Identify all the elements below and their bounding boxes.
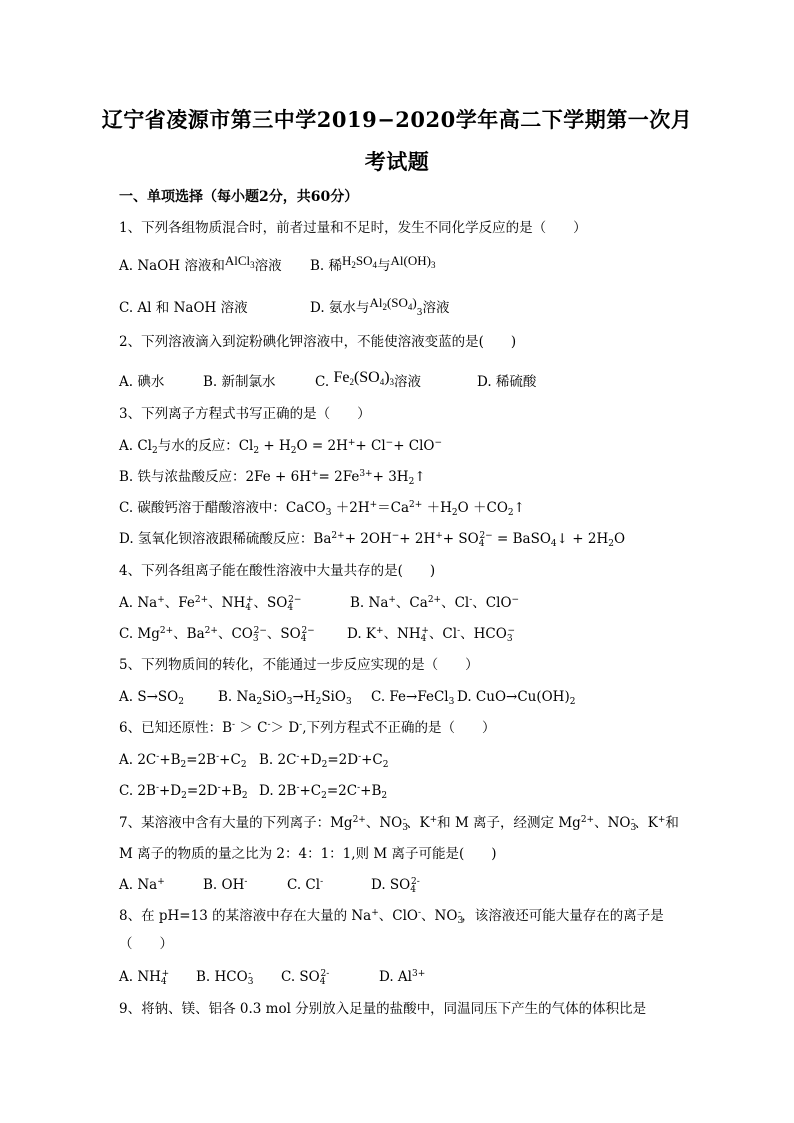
question-3-option-d: D. 氢氧化钡溶液跟稀硫酸反应：$Ba^{2+}+ 2OH^-+ 2H^++ SO_4^{2-}$ = BaSO$_4$↓ + $2H_2O$ — [119, 531, 626, 549]
question-5-option-b: B. $Na_2SiO_3\to H_2SiO_3$ — [218, 689, 352, 707]
question-1-option-c: C. Al 和 NaOH 溶液 — [119, 300, 248, 316]
question-8-stem-line1: 8、在 pH=13 的某溶液中存在大量的 Na+、ClO-、$NO_3^-$，该溶液还可能大量存在的离子是 — [119, 908, 664, 926]
question-1-stem: 1、下列各组物质混合时，前者过量和不足时，发生不同化学反应的是（ ） — [119, 220, 587, 236]
question-5-option-d: D. $CuO\to Cu(OH)_2$ — [457, 689, 576, 707]
question-5-stem: 5、下列物质间的转化，不能通过一步反应实现的是（ ） — [119, 657, 479, 673]
question-6-option-a: A. $2C^-+B_2=2B^-+C_2$ — [119, 752, 247, 770]
question-3-option-b: B. 铁与浓盐酸反应：$2Fe + 6H^+= 2Fe^{3+}+$ $3H_2↑$ — [119, 469, 426, 487]
question-9-stem: 9、将钠、镁、铝各 0.3 mol 分别放入足量的盐酸中，同温同压下产生的气体的体积比是 — [119, 1001, 647, 1017]
question-3-option-a: A. $Cl_2$与水的反应：$Cl_2 + H_2O = 2H^++ Cl^-+ ClO^-$ — [119, 438, 443, 456]
question-2-stem: 2、下列溶液滴入到淀粉碘化钾溶液中，不能使溶液变蓝的是( ) — [119, 334, 517, 350]
question-8-option-d: D. $Al^{3+}$ — [379, 969, 426, 985]
question-8-option-b: B. $HCO_3^-$ — [196, 969, 254, 987]
question-4-option-b: B. Na+、$Ca^{2+}$、Cl-、ClO− — [350, 595, 520, 611]
question-2-option-b: B. 新制氯水 — [203, 374, 276, 390]
question-7-option-a: A. Na+ — [119, 877, 165, 893]
question-7-option-b: B. OH- — [203, 877, 248, 893]
question-4-option-c: C. $Mg^{2+}$、$Ba^{2+}$、$CO_3^{2-}$、$SO_4^{2-}$ — [119, 626, 315, 644]
question-7-stem-line1: 7、某溶液中含有大量的下列离子：$Mg^{2+}$、$NO_3^-$、K+和 M 离子，经测定 $Mg^{2+}$、$NO_3^-$、K+和 — [119, 815, 679, 833]
question-5-option-a: A. $S\to SO_2$ — [119, 689, 184, 707]
document-title-line2: 考试题 — [364, 149, 430, 174]
question-6-option-c: C. $2B^-+D_2=2D^-+B_2$ — [119, 783, 248, 801]
question-6-stem: 6、已知还原性：B- ＞ C-＞ D-,下列方程式不正确的是（ ） — [119, 720, 496, 736]
document-title-line1: 辽宁省凌源市第三中学2019−2020学年高二下学期第一次月 — [101, 107, 693, 132]
question-1-option-a: A. NaOH 溶液和AlCl$_3$溶液 — [119, 253, 282, 274]
question-2-option-d: D. 稀硫酸 — [477, 374, 537, 390]
question-1-option-b: B. 稀$H_2SO_4$与$Al(OH)_3$ — [310, 253, 436, 274]
question-3-stem: 3、下列离子方程式书写正确的是（ ） — [119, 406, 371, 422]
question-4-stem: 4、下列各组离子能在酸性溶液中大量共存的是( ) — [119, 563, 436, 579]
question-5-option-c: C. Fe→FeCl$_3$ — [371, 689, 455, 707]
question-7-option-c: C. Cl- — [287, 877, 324, 893]
question-6-option-d: D. $2B^-+C_2=2C^-+B_2$ — [259, 783, 388, 801]
question-7-stem-line2: M 离子的物质的量之比为 2：4：1：1,则 M 离子可能是( ) — [119, 846, 497, 862]
section-heading: 一、单项选择（每小题2分，共60分） — [119, 189, 359, 205]
question-4-option-d: D. K+、$NH_4^+$、Cl-、$HCO_3^-$ — [347, 626, 516, 644]
question-6-option-b: B. $2C^-+D_2=2D^-+C_2$ — [259, 752, 389, 770]
question-4-option-a: A. Na+、$Fe^{2+}$、$NH_4^+$、$SO_4^{2-}$ — [119, 595, 302, 613]
question-1-option-d: D. 氨水与$Al_2(SO_4)_3$溶液 — [310, 295, 450, 318]
question-3-option-c: C. 碳酸钙溶于醋酸溶液中：CaCO$_3$ $+2H^+=Ca^{2+} +H_2O$ $+CO_2↑$ — [119, 500, 525, 518]
question-2-option-a: A. 碘水 — [119, 374, 165, 390]
question-8-option-c: C. $SO_4^{2-}$ — [281, 969, 330, 987]
question-7-option-d: D. $SO_4^{2-}$ — [371, 877, 420, 895]
question-2-option-c: C. $Fe_2(SO_4)_3$溶液 — [315, 369, 422, 390]
question-8-stem-line2: （ ） — [119, 936, 173, 952]
question-8-option-a: A. $NH_4^+$ — [119, 969, 170, 987]
